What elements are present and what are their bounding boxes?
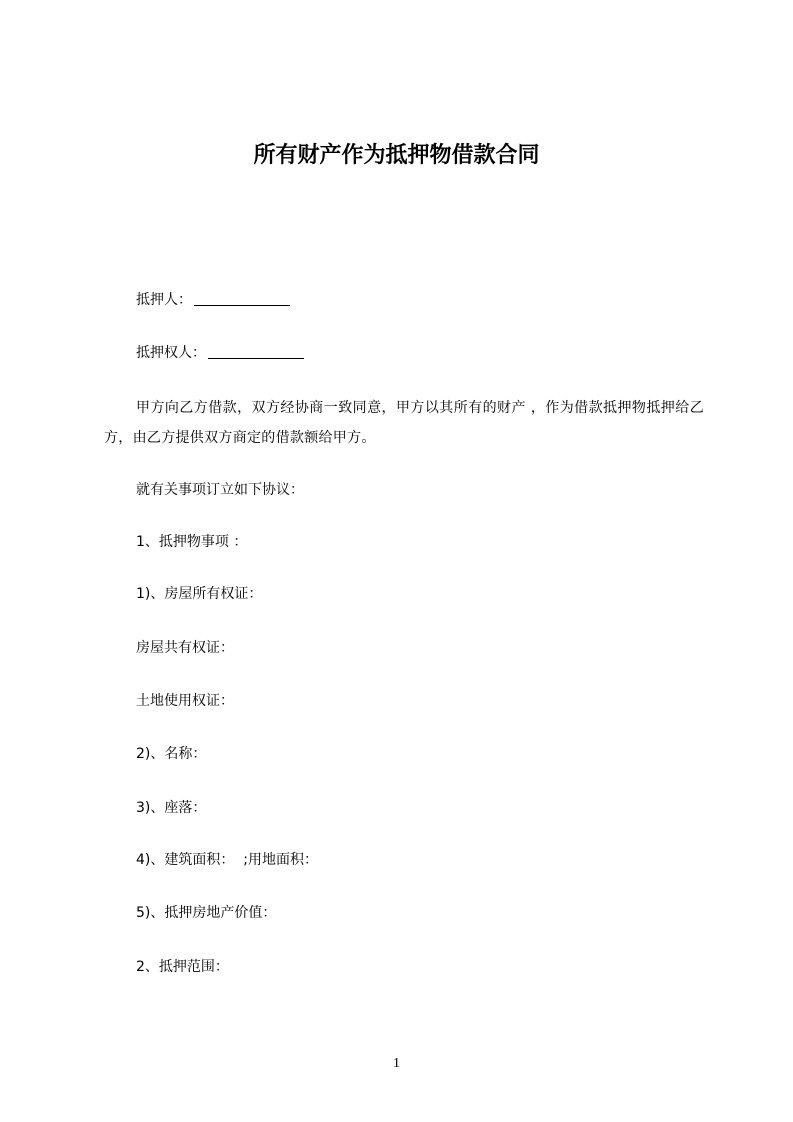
mortgagee-label: 抵押权人： (136, 345, 206, 361)
section2-heading: 2、抵押范围： (136, 959, 229, 975)
mortgagee-blank (208, 344, 304, 359)
item1-house-certificate: 1)、房屋所有权证： (136, 586, 263, 602)
item1-co-ownership: 房屋共有权证： (136, 640, 234, 656)
mortgagor-blank (194, 291, 290, 306)
item5-value: 5)、抵押房地产价值： (136, 905, 277, 921)
mortgagor-line (136, 290, 290, 310)
item4-area: 4)、建筑面积： ;用地面积： (136, 852, 318, 868)
mortgagee-line (136, 343, 304, 363)
agreement-line: 就有关事项订立如下协议： (136, 482, 304, 498)
item3-location: 3)、座落： (136, 800, 207, 816)
page-number: 1 (393, 1056, 400, 1071)
mortgagor-label: 抵押人： (136, 292, 192, 308)
item1-land-certificate: 土地使用权证： (136, 693, 234, 709)
section1-heading: 1、抵押物事项 ： (136, 534, 248, 550)
document-title: 所有财产作为抵押物借款合同 (253, 143, 540, 168)
item2-name: 2)、名称： (136, 746, 207, 762)
intro-paragraph: 甲方向乙方借款，双方经协商一致同意，甲方以其所有的财产 ，作为借款抵押物抵押给乙方，由乙方提供双方商定的借款额给甲方。 (104, 400, 704, 446)
